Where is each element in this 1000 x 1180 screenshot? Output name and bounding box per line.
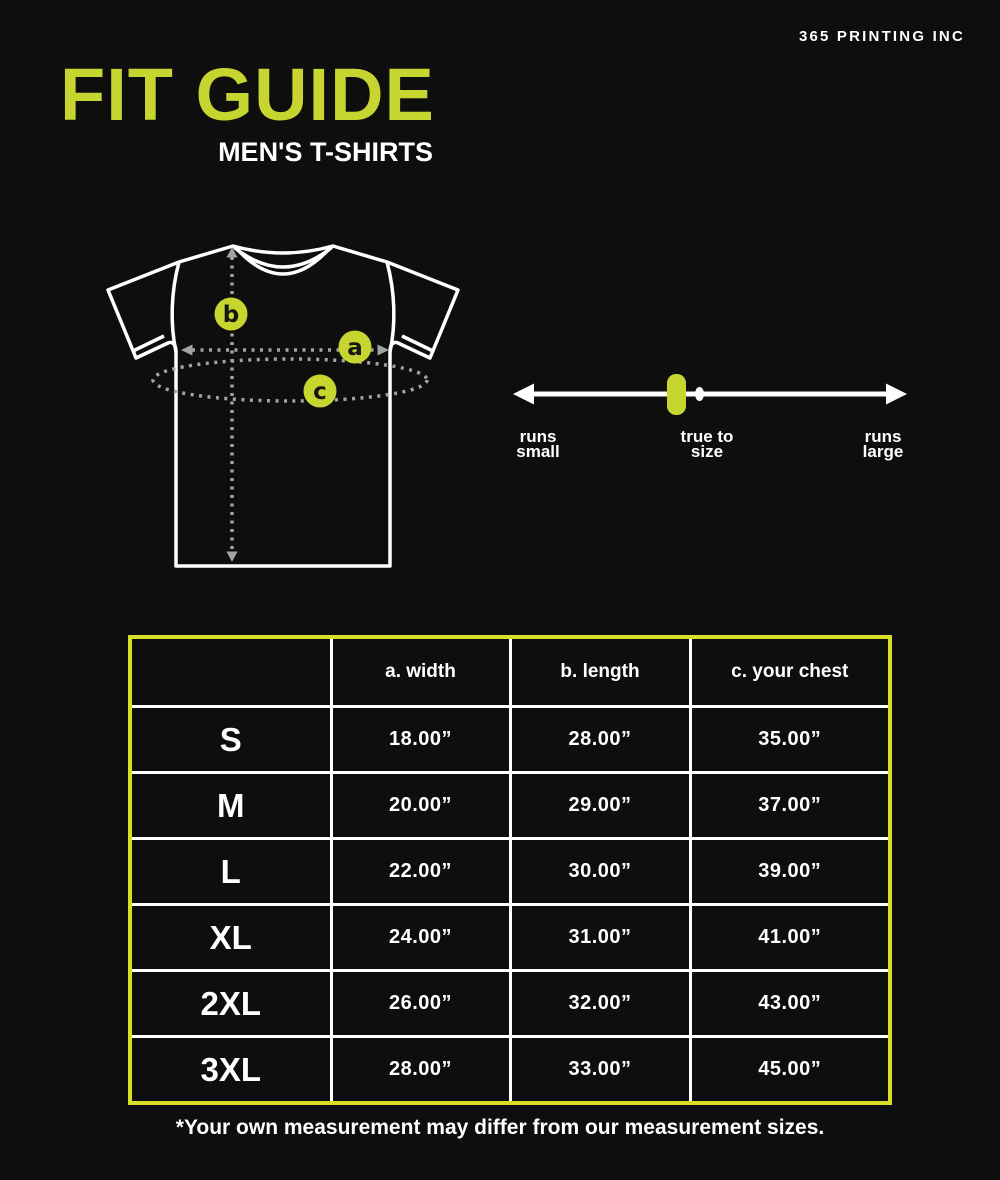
scale-arrow-right-icon [886, 384, 907, 405]
page-subtitle: MEN'S T-SHIRTS [218, 137, 433, 167]
tshirt-outline-icon [108, 246, 458, 566]
size-label: M [130, 773, 331, 839]
marker-a-letter: a [347, 335, 363, 361]
table-row-m [130, 773, 890, 839]
marker-b-letter: b [222, 302, 240, 328]
size-label: S [130, 707, 331, 773]
column-header-width: a. width [331, 637, 510, 707]
length-value: 30.00” [510, 839, 690, 905]
brand-name: 365 PRINTING INC [798, 28, 965, 45]
size-label: 3XL [130, 1037, 331, 1104]
size-chart-table [128, 635, 892, 1105]
scale-label-runs-large: runs large [862, 427, 904, 461]
scale-label-true-to-size: true to size [680, 427, 734, 461]
tshirt-diagram [106, 240, 462, 576]
width-value: 18.00” [331, 707, 510, 773]
chest-value: 45.00” [690, 1037, 890, 1104]
width-value: 20.00” [331, 773, 510, 839]
chest-value: 41.00” [690, 905, 890, 971]
width-arrow-left-icon [181, 345, 193, 356]
sleeve-seam-right [387, 262, 394, 352]
marker-c-letter: c [313, 379, 327, 405]
scale-marker-pill [667, 374, 686, 415]
scale-center-dot [695, 387, 704, 401]
page-title: FIT GUIDE [60, 53, 435, 136]
scale-label-runs-small: runs small [516, 427, 560, 461]
width-arrow-right-icon [378, 345, 390, 356]
length-value: 33.00” [510, 1037, 690, 1104]
length-value: 31.00” [510, 905, 690, 971]
length-arrow-bottom-icon [227, 552, 238, 563]
width-value: 28.00” [331, 1037, 510, 1104]
table-row-l [130, 839, 890, 905]
width-value: 24.00” [331, 905, 510, 971]
table-row-s [130, 707, 890, 773]
chest-value: 35.00” [690, 707, 890, 773]
table-row-2xl [130, 971, 890, 1037]
size-label: XL [130, 905, 331, 971]
scale-arrow-left-icon [513, 384, 534, 405]
sleeve-seam-left [172, 262, 179, 352]
measurement-disclaimer: *Your own measurement may differ from our measurement sizes. [175, 1116, 825, 1139]
corner-cell [130, 637, 331, 707]
table-row-3xl [130, 1037, 890, 1104]
header-row [130, 637, 890, 707]
length-value: 28.00” [510, 707, 690, 773]
chest-value: 43.00” [690, 971, 890, 1037]
chest-measure-ellipse [153, 359, 427, 401]
width-value: 22.00” [331, 839, 510, 905]
column-header-length: b. length [510, 637, 690, 707]
width-value: 26.00” [331, 971, 510, 1037]
chest-value: 39.00” [690, 839, 890, 905]
size-label: 2XL [130, 971, 331, 1037]
fit-scale [505, 370, 915, 420]
length-value: 29.00” [510, 773, 690, 839]
size-label: L [130, 839, 331, 905]
chest-value: 37.00” [690, 773, 890, 839]
table-row-xl [130, 905, 890, 971]
column-header-chest: c. your chest [690, 637, 890, 707]
length-value: 32.00” [510, 971, 690, 1037]
